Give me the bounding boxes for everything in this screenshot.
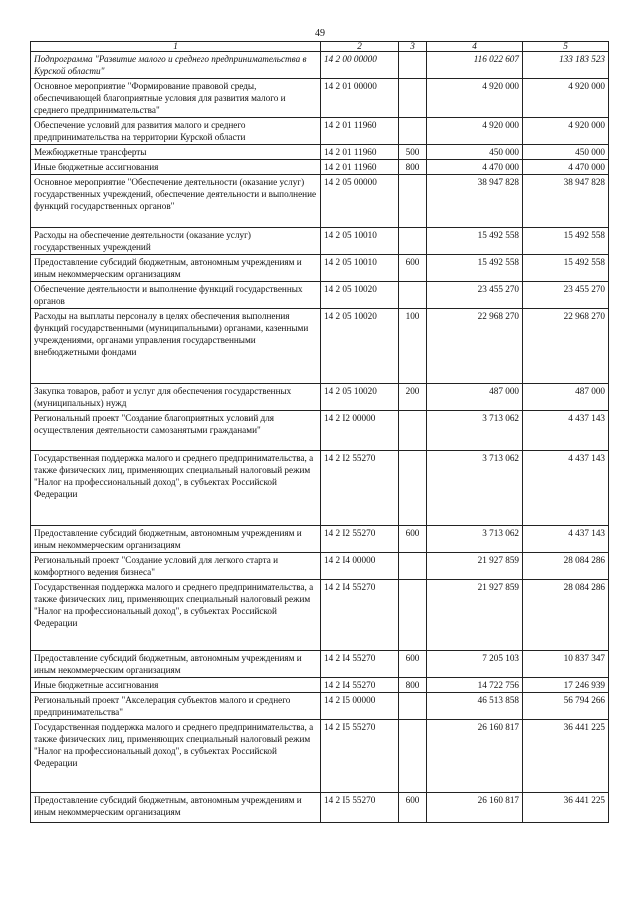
row-amount-1-cell: 15 492 558	[427, 255, 523, 282]
table-row	[31, 309, 609, 384]
table-row	[31, 145, 609, 160]
row-amount-2-cell: 28 084 286	[523, 580, 609, 651]
row-amount-1-cell: 450 000	[427, 145, 523, 160]
row-amount-1-cell: 46 513 858	[427, 693, 523, 720]
row-amount-1-cell: 26 160 817	[427, 793, 523, 823]
row-csr-cell: 14 2 01 11960	[321, 160, 399, 175]
row-vr-cell	[399, 451, 427, 526]
row-amount-1-cell: 22 968 270	[427, 309, 523, 384]
table-row	[31, 175, 609, 228]
column-number-vr: 3	[399, 42, 427, 52]
row-name-cell: Основное мероприятие "Обеспечение деятельности (оказание услуг) государственных учреждений, обеспечение деятельности и выполнение функций государственных органов"	[31, 175, 321, 228]
row-amount-1-cell: 4 920 000	[427, 79, 523, 118]
row-csr-cell: 14 2 05 10020	[321, 309, 399, 384]
row-amount-2-cell: 4 437 143	[523, 526, 609, 553]
row-amount-2-cell: 28 084 286	[523, 553, 609, 580]
row-amount-2-cell: 17 246 939	[523, 678, 609, 693]
row-name-cell: Обеспечение условий для развития малого и среднего предпринимательства на территории Курской области	[31, 118, 321, 145]
row-name-cell: Подпрограмма "Развитие малого и среднего предпринимательства в Курской области"	[31, 52, 321, 79]
row-name-cell: Предоставление субсидий бюджетным, автономным учреждениям и иным некоммерческим организациям	[31, 526, 321, 553]
row-name-cell: Государственная поддержка малого и среднего предпринимательства, а также физических лиц, применяющих специальный налоговый режим "Налог на профессиональный доход", в субъектах Российской Федерации	[31, 720, 321, 793]
row-csr-cell: 14 2 05 10020	[321, 282, 399, 309]
row-csr-cell: 14 2 01 11960	[321, 118, 399, 145]
row-csr-cell: 14 2 I5 00000	[321, 693, 399, 720]
row-amount-2-cell: 487 000	[523, 384, 609, 411]
table-row	[31, 526, 609, 553]
row-vr-cell	[399, 411, 427, 451]
table-row	[31, 693, 609, 720]
row-name-cell: Иные бюджетные ассигнования	[31, 678, 321, 693]
row-amount-1-cell: 487 000	[427, 384, 523, 411]
row-amount-2-cell: 133 183 523	[523, 52, 609, 79]
row-amount-1-cell: 3 713 062	[427, 451, 523, 526]
row-amount-2-cell: 15 492 558	[523, 255, 609, 282]
row-name-cell: Региональный проект "Акселерация субъектов малого и среднего предпринимательства"	[31, 693, 321, 720]
row-amount-2-cell: 56 794 266	[523, 693, 609, 720]
row-amount-2-cell: 450 000	[523, 145, 609, 160]
row-name-cell: Основное мероприятие "Формирование правовой среды, обеспечивающей благоприятные условия для развития малого и среднего предпринимательства"	[31, 79, 321, 118]
row-csr-cell: 14 2 I4 55270	[321, 580, 399, 651]
row-csr-cell: 14 2 01 00000	[321, 79, 399, 118]
row-vr-cell	[399, 228, 427, 255]
row-amount-2-cell: 15 492 558	[523, 228, 609, 255]
column-number-amount-2: 5	[523, 42, 609, 52]
row-csr-cell: 14 2 I4 55270	[321, 678, 399, 693]
column-number-row	[31, 42, 609, 52]
row-amount-1-cell: 4 470 000	[427, 160, 523, 175]
row-name-cell: Государственная поддержка малого и среднего предпринимательства, а также физических лиц, применяющих специальный налоговый режим "Налог на профессиональный доход", в субъектах Российской Федерации	[31, 580, 321, 651]
row-amount-1-cell: 14 722 756	[427, 678, 523, 693]
row-amount-1-cell: 3 713 062	[427, 526, 523, 553]
row-amount-1-cell: 116 022 607	[427, 52, 523, 79]
table-row	[31, 160, 609, 175]
row-amount-1-cell: 23 455 270	[427, 282, 523, 309]
table-row	[31, 255, 609, 282]
row-csr-cell: 14 2 I2 55270	[321, 451, 399, 526]
row-csr-cell: 14 2 I2 55270	[321, 526, 399, 553]
row-vr-cell	[399, 175, 427, 228]
row-name-cell: Государственная поддержка малого и среднего предпринимательства, а также физических лиц, применяющих специальный налоговый режим "Налог на профессиональный доход", в субъектах Российской Федерации	[31, 451, 321, 526]
row-vr-cell	[399, 282, 427, 309]
row-amount-1-cell: 4 920 000	[427, 118, 523, 145]
table-row	[31, 793, 609, 823]
row-name-cell: Региональный проект "Создание благоприятных условий для осуществления деятельности самозанятыми гражданами"	[31, 411, 321, 451]
row-amount-1-cell: 21 927 859	[427, 553, 523, 580]
table-row	[31, 79, 609, 118]
page-number: 49	[315, 28, 325, 39]
row-name-cell: Региональный проект "Создание условий для легкого старта и комфортного ведения бизнеса"	[31, 553, 321, 580]
row-vr-cell: 600	[399, 526, 427, 553]
row-name-cell: Предоставление субсидий бюджетным, автономным учреждениям и иным некоммерческим организациям	[31, 651, 321, 678]
row-csr-cell: 14 2 01 11960	[321, 145, 399, 160]
row-csr-cell: 14 2 05 10010	[321, 228, 399, 255]
table-row	[31, 384, 609, 411]
row-csr-cell: 14 2 05 10010	[321, 255, 399, 282]
row-name-cell: Закупка товаров, работ и услуг для обеспечения государственных (муниципальных) нужд	[31, 384, 321, 411]
row-amount-1-cell: 26 160 817	[427, 720, 523, 793]
row-vr-cell: 600	[399, 793, 427, 823]
row-name-cell: Расходы на обеспечение деятельности (оказание услуг) государственных учреждений	[31, 228, 321, 255]
row-csr-cell: 14 2 I2 00000	[321, 411, 399, 451]
row-amount-2-cell: 4 470 000	[523, 160, 609, 175]
row-amount-2-cell: 38 947 828	[523, 175, 609, 228]
row-vr-cell	[399, 553, 427, 580]
row-amount-2-cell: 22 968 270	[523, 309, 609, 384]
row-amount-1-cell: 3 713 062	[427, 411, 523, 451]
row-name-cell: Расходы на выплаты персоналу в целях обеспечения выполнения функций государственными (муниципальными) органами, казенными учреждениями, органами управления государственными внебюджетными фондами	[31, 309, 321, 384]
row-csr-cell: 14 2 I4 00000	[321, 553, 399, 580]
row-vr-cell: 600	[399, 255, 427, 282]
table-row	[31, 451, 609, 526]
row-vr-cell	[399, 693, 427, 720]
row-csr-cell: 14 2 I5 55270	[321, 793, 399, 823]
row-vr-cell: 600	[399, 651, 427, 678]
row-csr-cell: 14 2 I5 55270	[321, 720, 399, 793]
row-vr-cell	[399, 720, 427, 793]
row-amount-1-cell: 21 927 859	[427, 580, 523, 651]
row-csr-cell: 14 2 05 10020	[321, 384, 399, 411]
row-name-cell: Предоставление субсидий бюджетным, автономным учреждениям и иным некоммерческим организациям	[31, 255, 321, 282]
table-row	[31, 720, 609, 793]
table-row	[31, 52, 609, 79]
row-name-cell: Межбюджетные трансферты	[31, 145, 321, 160]
column-number-csr: 2	[321, 42, 399, 52]
row-csr-cell: 14 2 00 00000	[321, 52, 399, 79]
row-vr-cell: 200	[399, 384, 427, 411]
row-amount-1-cell: 15 492 558	[427, 228, 523, 255]
row-amount-2-cell: 4 920 000	[523, 79, 609, 118]
row-vr-cell	[399, 79, 427, 118]
table-row	[31, 228, 609, 255]
column-number-amount-1: 4	[427, 42, 523, 52]
row-name-cell: Обеспечение деятельности и выполнение функций государственных органов	[31, 282, 321, 309]
row-amount-1-cell: 38 947 828	[427, 175, 523, 228]
row-amount-2-cell: 10 837 347	[523, 651, 609, 678]
table-row	[31, 282, 609, 309]
row-name-cell: Иные бюджетные ассигнования	[31, 160, 321, 175]
row-vr-cell	[399, 580, 427, 651]
row-vr-cell: 500	[399, 145, 427, 160]
row-vr-cell: 800	[399, 160, 427, 175]
row-amount-2-cell: 36 441 225	[523, 720, 609, 793]
table-row	[31, 651, 609, 678]
row-amount-2-cell: 23 455 270	[523, 282, 609, 309]
table-row	[31, 411, 609, 451]
row-vr-cell: 100	[399, 309, 427, 384]
row-vr-cell	[399, 52, 427, 79]
table-row	[31, 553, 609, 580]
row-amount-1-cell: 7 205 103	[427, 651, 523, 678]
row-name-cell: Предоставление субсидий бюджетным, автономным учреждениям и иным некоммерческим организациям	[31, 793, 321, 823]
row-amount-2-cell: 4 920 000	[523, 118, 609, 145]
row-vr-cell: 800	[399, 678, 427, 693]
row-amount-2-cell: 4 437 143	[523, 451, 609, 526]
column-number-name: 1	[31, 42, 321, 52]
budget-table	[30, 41, 609, 823]
table-row	[31, 118, 609, 145]
row-vr-cell	[399, 118, 427, 145]
table-row	[31, 580, 609, 651]
row-csr-cell: 14 2 I4 55270	[321, 651, 399, 678]
row-amount-2-cell: 36 441 225	[523, 793, 609, 823]
row-amount-2-cell: 4 437 143	[523, 411, 609, 451]
row-csr-cell: 14 2 05 00000	[321, 175, 399, 228]
table-row	[31, 678, 609, 693]
